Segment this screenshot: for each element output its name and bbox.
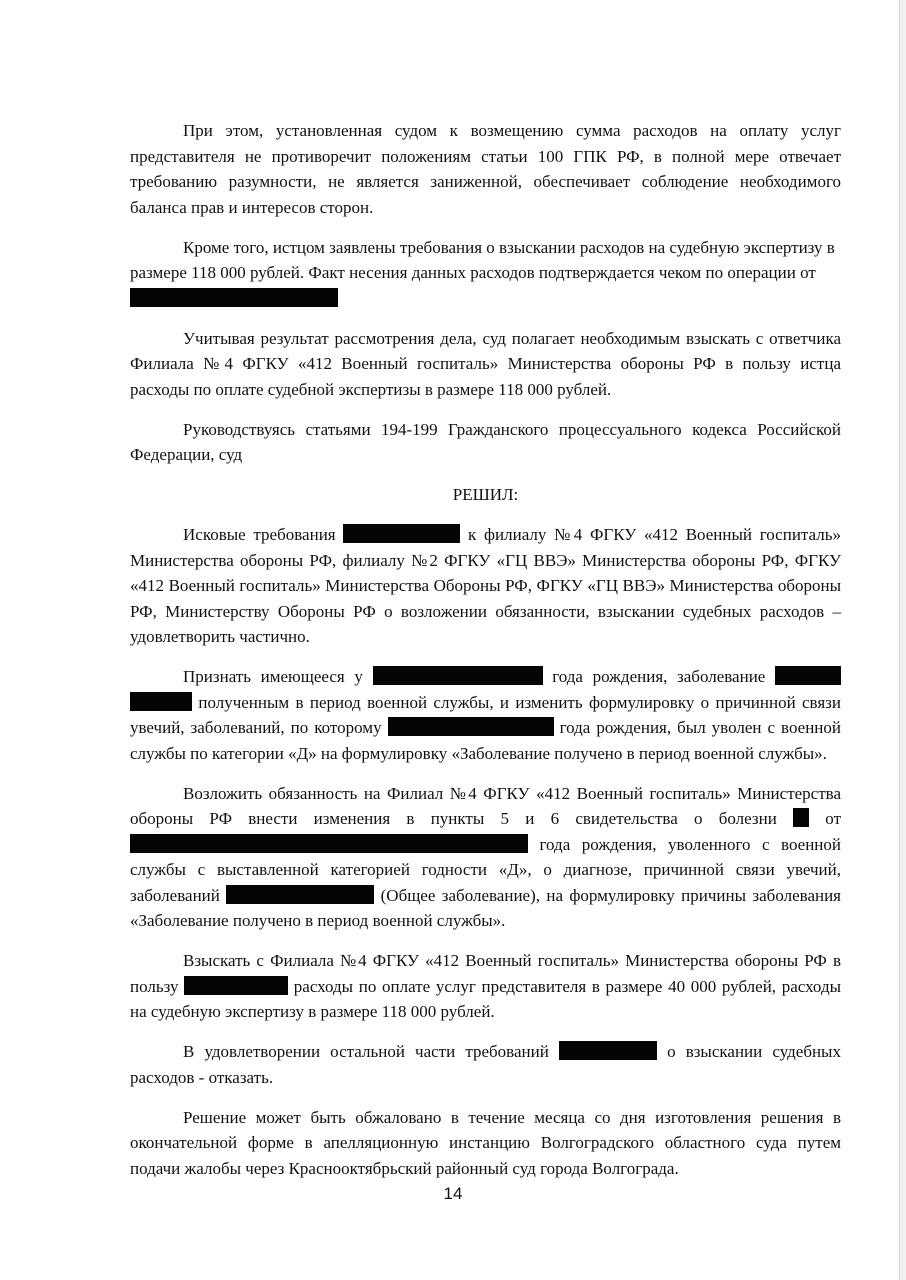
paragraph-costs-representative: При этом, установленная судом к возмещению сумма расходов на оплату услуг представителя не противоречит положениям статьи 100 ГПК РФ, в полной мере отвечает требованию разумности, не является заниженной, обеспечивает соблюдение необходимого баланса прав и интересов сторон. [130,121,841,217]
paragraph-deny-rest [130,1039,841,1090]
paragraph-impose-obligation [130,781,841,934]
redaction-block [343,524,460,543]
paragraph-text: расходы по оплате услуг представителя в размере 40 000 рублей, расходы на судебную экспертизу в размере 118 000 рублей. [130,976,842,1021]
redaction-block [184,976,288,995]
page-number: 14 [443,1184,463,1203]
paragraph-recover-costs [130,948,841,1025]
redaction-block [775,666,841,685]
document-body [130,118,841,1196]
redaction-block [130,692,192,711]
paragraph-text: Кроме того, истцом заявлены требования о взыскании расходов на судебную экспертизу в размере 118 000 рублей. Факт несения данных расходов подтверждается чеком по операции от [130,237,835,282]
paragraph-claims-partially-granted [130,522,841,650]
redaction-block [793,808,809,827]
paragraph-text: Взыскать с Филиала №4 ФГКУ «412 Военный госпиталь» Министерства обороны РФ в пользу [130,951,841,996]
paragraph-text: о взыскании судебных расходов - отказать. [130,1042,841,1087]
paragraph-text: Признать имеющееся у [183,667,373,686]
paragraph-expertise-costs [130,235,841,312]
paragraph-text: В удовлетворении остальной части требований [183,1042,559,1061]
redaction-block [130,834,528,853]
paragraph-text: Исковые требования [183,525,344,544]
paragraph-text: года рождения, был уволен с военной службы по категории «Д» на формулировку «Заболевание получено в период военной службы». [130,718,842,763]
paragraph-appeal: Решение может быть обжаловано в течение месяца со дня изготовления решения в окончательной форме в апелляционную инстанцию Волгоградского областного суда путем подачи жалобы через Краснооктябрьский районный суд города Волгограда. [130,1107,841,1178]
page-edge [899,0,906,1280]
redaction-block [559,1041,657,1060]
paragraph-text: от [809,809,841,828]
paragraph-recognize-illness [130,664,841,766]
redaction-block [373,666,543,685]
paragraph-text: Возложить обязанность на Филиал №4 ФГКУ «412 Военный госпиталь» Министерства обороны РФ внести изменения в пункты 5 и 6 свидетельства о болезни [130,783,841,828]
redaction-block [226,885,374,904]
paragraph-court-conclusion: Учитывая результат рассмотрения дела, суд полагает необходимым взыскать с ответчика Филиала №4 ФГКУ «412 Военный госпиталь» Министерства обороны РФ в пользу истца расходы по оплате судебной экспертизы в размере 118 000 рублей. [130,328,841,399]
decision-heading: РЕШИЛ: [452,485,519,504]
redaction-block [388,717,554,736]
paragraph-text: к филиалу №4 ФГКУ «412 Военный госпиталь» Министерства обороны РФ, филиалу №2 ФГКУ «ГЦ ВВЭ» Министерства обороны РФ, ФГКУ «412 Военный госпиталь» Министерства Обороны РФ, ФГКУ «ГЦ ВВЭ» Министерства обороны РФ, Министерству Обороны РФ о возложении обязанности, взыскании судебных расходов – удовлетворить частично. [130,525,841,646]
paragraph-legal-basis: Руководствуясь статьями 194-199 Гражданского процессуального кодекса Российской Федерации, суд [130,419,841,464]
paragraph-text: года рождения, уволенного с военной службы с выставленной категорией годности «Д», о диагнозе, причинной связи увечий, заболеваний [130,834,841,905]
redaction-block [130,288,338,307]
paragraph-text: (Общее заболевание), на формулировку причины заболевания «Заболевание получено в период военной службы». [130,885,842,930]
paragraph-text: года рождения, заболевание [542,667,776,686]
paragraph-text: полученным в период военной службы, и изменить формулировку о причинной связи увечий, заболеваний, по которому [130,692,841,737]
